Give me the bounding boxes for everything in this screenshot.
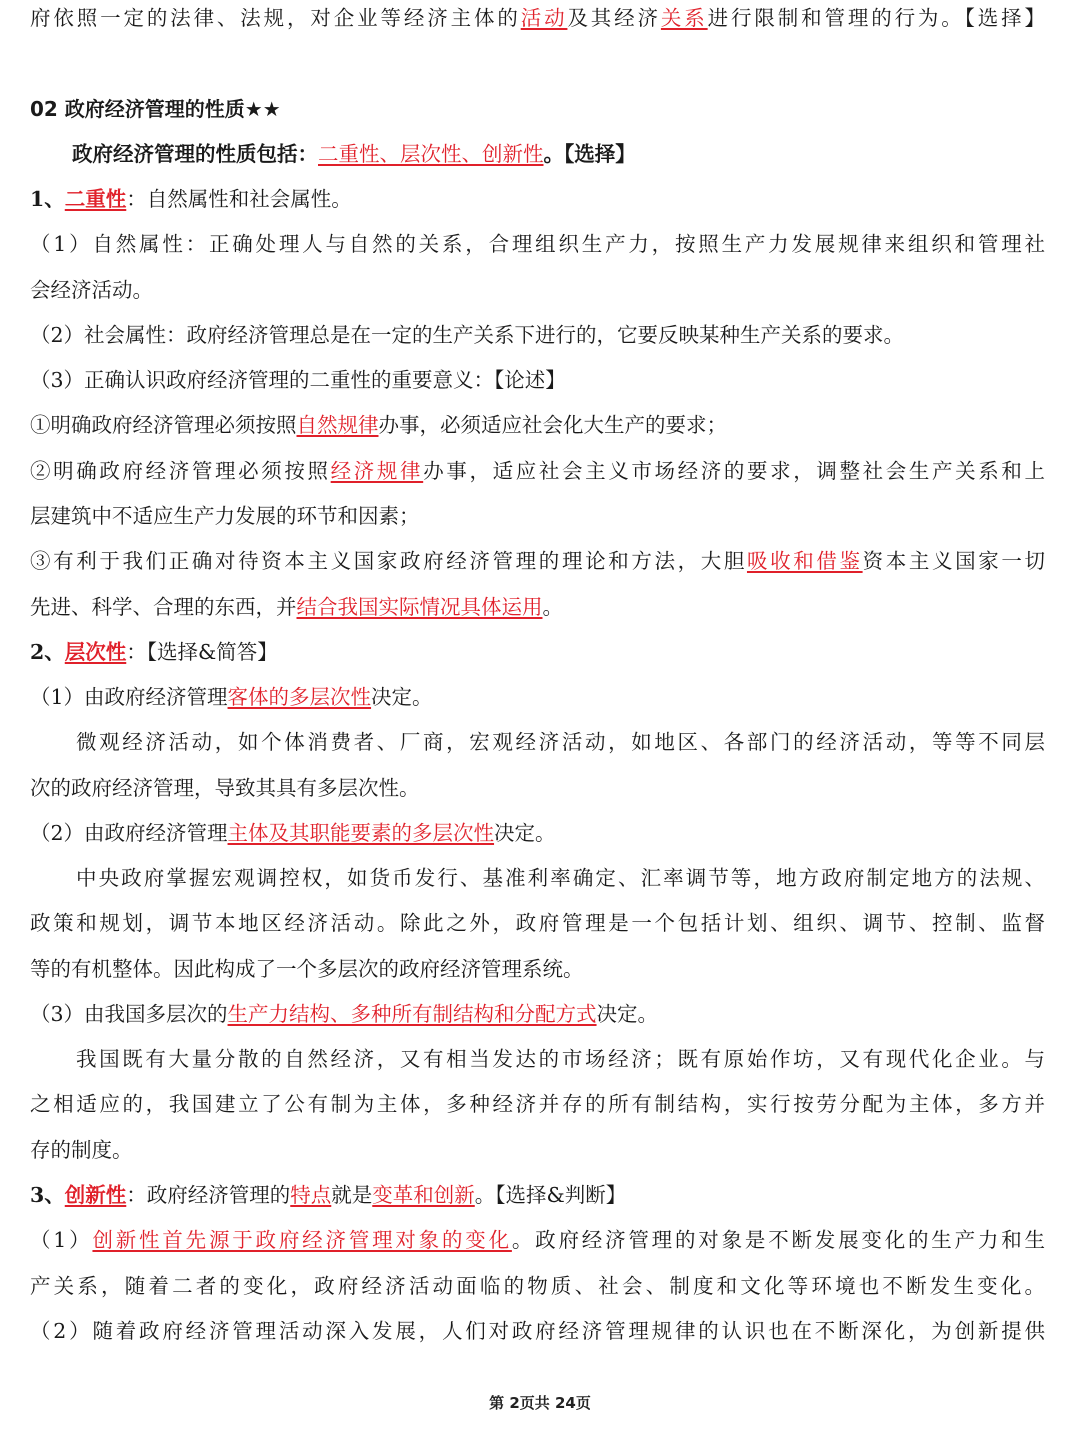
text-line: 政府经济管理的性质包括：二重性、层次性、创新性。【选择】: [72, 142, 636, 166]
text-line: （1）由政府经济管理客体的多层次性决定。: [30, 685, 433, 709]
subheading: 2、层次性：【选择&简答】: [30, 640, 278, 664]
subheading: 1、二重性：自然属性和社会属性。: [30, 187, 352, 211]
text-line: （2）随着政府经济管理活动深入发展，人们对政府经济管理规律的认识也在不断深化，为创新提供: [30, 1319, 1045, 1343]
highlight: 主体及其职能要素的多层次性: [227, 821, 495, 845]
highlight: 二重性、层次性、创新性: [318, 142, 544, 166]
highlight: 客体的多层次性: [227, 685, 372, 709]
text-line: （3）由我国多层次的生产力结构、多种所有制结构和分配方式决定。: [30, 1002, 659, 1026]
highlight: 生产力结构、多种所有制结构和分配方式: [227, 1002, 597, 1026]
text-line: 政策和规划，调节本地区经济活动。除此之外，政府管理是一个包括计划、组织、调节、控制、监督: [30, 911, 1045, 935]
highlight: 二重性: [64, 187, 127, 211]
highlight: 变革和创新: [372, 1183, 475, 1207]
highlight: 创新性: [64, 1183, 127, 1207]
text-line: 等的有机整体。因此构成了一个多层次的政府经济管理系统。: [30, 957, 584, 981]
highlight: 吸收和借鉴: [746, 549, 863, 573]
text-line: 微观经济活动，如个体消费者、厂商，宏观经济活动，如地区、各部门的经济活动，等等不同层: [76, 730, 1045, 754]
text-line: （2）社会属性：政府经济管理总是在一定的生产关系下进行的，它要反映某种生产关系的要求。: [30, 323, 905, 347]
text-line: 次的政府经济管理，导致其具有多层次性。: [30, 776, 420, 800]
highlight: 自然规律: [296, 413, 379, 437]
text-line: 府依照一定的法律、法规，对企业等经济主体的活动及其经济关系进行限制和管理的行为。【选择】: [30, 6, 1045, 30]
subheading: 3、创新性：政府经济管理的特点就是变革和创新。【选择&判断】: [30, 1183, 627, 1207]
highlight: 经济规律: [330, 459, 424, 483]
highlight: 结合我国实际情况具体运用: [296, 595, 543, 619]
section-heading: 02 政府经济管理的性质★★: [30, 97, 281, 121]
text-line: 存的制度。: [30, 1138, 133, 1162]
text-line: 层建筑中不适应生产力发展的环节和因素；: [30, 504, 420, 528]
highlight: 层次性: [64, 640, 127, 664]
highlight: 活动: [520, 6, 568, 30]
text-line: （1）创新性首先源于政府经济管理对象的变化。政府经济管理的对象是不断发展变化的生产力和生: [30, 1228, 1045, 1252]
text-line: 之相适应的，我国建立了公有制为主体，多种经济并存的所有制结构，实行按劳分配为主体，多方并: [30, 1092, 1045, 1116]
highlight: 特点: [290, 1183, 332, 1207]
text-line: 先进、科学、合理的东西，并结合我国实际情况具体运用。: [30, 595, 563, 619]
text-line: 我国既有大量分散的自然经济，又有相当发达的市场经济；既有原始作坊，又有现代化企业。与: [76, 1047, 1045, 1071]
text-line: 产关系，随着二者的变化，政府经济活动面临的物质、社会、制度和文化等环境也不断发生变化。: [30, 1274, 1045, 1298]
text-line: ②明确政府经济管理必须按照经济规律办事，适应社会主义市场经济的要求，调整社会生产关系和上: [30, 459, 1045, 483]
text-line: ③有利于我们正确对待资本主义国家政府经济管理的理论和方法，大胆吸收和借鉴资本主义国家一切: [30, 549, 1045, 573]
text-line: ①明确政府经济管理必须按照自然规律办事，必须适应社会化大生产的要求；: [30, 413, 727, 437]
text-line: （2）由政府经济管理主体及其职能要素的多层次性决定。: [30, 821, 556, 845]
page-number: 第 2页共 24页: [489, 1394, 591, 1412]
text-line: （3）正确认识政府经济管理的二重性的重要意义：【论述】: [30, 368, 566, 392]
text-line: （1）自然属性：正确处理人与自然的关系，合理组织生产力，按照生产力发展规律来组织和管理社: [30, 232, 1045, 256]
text-line: 会经济活动。: [30, 278, 153, 302]
highlight: 关系: [660, 6, 708, 30]
highlight: 创新性首先源于政府经济管理对象的变化: [92, 1228, 512, 1252]
text-line: 中央政府掌握宏观调控权，如货币发行、基准利率确定、汇率调节等，地方政府制定地方的法规、: [76, 866, 1045, 890]
